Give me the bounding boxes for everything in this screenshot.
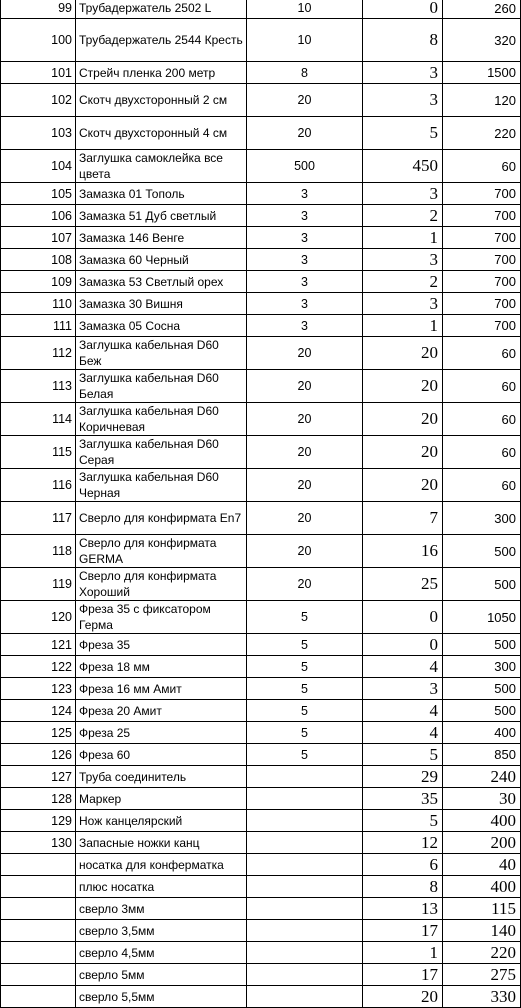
stock-cell[interactable]: 29 [363, 766, 443, 788]
table-row [1, 656, 521, 678]
price-cell[interactable]: 700 [443, 249, 521, 271]
table-row [1, 0, 521, 19]
table-row [1, 469, 521, 502]
stock-cell[interactable]: 1 [363, 227, 443, 249]
stock-cell[interactable]: 4 [363, 656, 443, 678]
qty-cell[interactable]: 20 [247, 337, 363, 370]
stock-cell[interactable]: 4 [363, 722, 443, 744]
stock-cell[interactable]: 17 [363, 964, 443, 986]
price-cell[interactable]: 1500 [443, 62, 521, 84]
stock-cell[interactable]: 3 [363, 62, 443, 84]
price-cell[interactable]: 400 [443, 876, 521, 898]
row-number[interactable]: 104 [1, 150, 76, 183]
price-cell[interactable]: 700 [443, 293, 521, 315]
table-row [1, 315, 521, 337]
row-number[interactable]: 102 [1, 84, 76, 117]
stock-cell[interactable]: 16 [363, 535, 443, 568]
item-name[interactable]: Сверло для конфирмата GERMA [76, 535, 247, 568]
price-cell[interactable]: 400 [443, 722, 521, 744]
stock-cell[interactable]: 7 [363, 502, 443, 535]
row-number[interactable]: 103 [1, 117, 76, 150]
qty-cell[interactable] [247, 964, 363, 986]
price-cell[interactable]: 500 [443, 535, 521, 568]
qty-cell[interactable]: 3 [247, 315, 363, 337]
table-row [1, 293, 521, 315]
price-cell[interactable]: 700 [443, 227, 521, 249]
table-row [1, 227, 521, 249]
item-name[interactable]: Труба соединитель [76, 766, 247, 788]
price-cell[interactable]: 120 [443, 84, 521, 117]
price-cell[interactable]: 60 [443, 150, 521, 183]
stock-cell[interactable]: 20 [363, 370, 443, 403]
qty-cell[interactable]: 5 [247, 634, 363, 656]
qty-cell[interactable]: 5 [247, 656, 363, 678]
table-row [1, 854, 521, 876]
item-name[interactable]: Трубадержатель 2502 L [76, 0, 247, 19]
table-row [1, 744, 521, 766]
item-name[interactable]: Сверло для конфирмата En7 [76, 502, 247, 535]
row-number[interactable]: 126 [1, 744, 76, 766]
item-name[interactable]: Заглушка кабельная D60 Черная [76, 469, 247, 502]
item-name[interactable]: Заглушка кабельная D60 Беж [76, 337, 247, 370]
row-number[interactable] [1, 876, 76, 898]
qty-cell[interactable]: 5 [247, 744, 363, 766]
row-number[interactable]: 124 [1, 700, 76, 722]
row-number[interactable]: 127 [1, 766, 76, 788]
table-row [1, 84, 521, 117]
price-cell[interactable]: 300 [443, 502, 521, 535]
stock-cell[interactable]: 3 [363, 678, 443, 700]
price-cell[interactable]: 330 [443, 986, 521, 1008]
qty-cell[interactable]: 5 [247, 700, 363, 722]
qty-cell[interactable] [247, 766, 363, 788]
price-cell[interactable]: 220 [443, 942, 521, 964]
row-number[interactable] [1, 854, 76, 876]
table-row [1, 766, 521, 788]
item-name[interactable]: носатка для конферматка [76, 854, 247, 876]
row-number[interactable] [1, 986, 76, 1008]
price-cell[interactable]: 850 [443, 744, 521, 766]
item-name[interactable]: Заглушка кабельная D60 Серая [76, 436, 247, 469]
stock-cell[interactable]: 20 [363, 403, 443, 436]
item-name[interactable]: Замазка 146 Венге [76, 227, 247, 249]
price-cell[interactable]: 240 [443, 766, 521, 788]
price-cell[interactable]: 200 [443, 832, 521, 854]
stock-cell[interactable]: 5 [363, 810, 443, 832]
row-number[interactable]: 114 [1, 403, 76, 436]
row-number[interactable]: 113 [1, 370, 76, 403]
qty-cell[interactable]: 20 [247, 535, 363, 568]
table-row [1, 601, 521, 634]
qty-cell[interactable] [247, 920, 363, 942]
stock-cell[interactable]: 17 [363, 920, 443, 942]
stock-cell[interactable]: 450 [363, 150, 443, 183]
item-name[interactable]: Фреза 16 мм Амит [76, 678, 247, 700]
price-cell[interactable]: 60 [443, 469, 521, 502]
price-cell[interactable]: 40 [443, 854, 521, 876]
item-name[interactable]: Фреза 35 с фиксатором Герма [76, 601, 247, 634]
price-cell[interactable]: 60 [443, 370, 521, 403]
item-name[interactable]: Фреза 25 [76, 722, 247, 744]
stock-cell[interactable]: 1 [363, 315, 443, 337]
qty-cell[interactable] [247, 898, 363, 920]
row-number[interactable]: 106 [1, 205, 76, 227]
stock-cell[interactable]: 3 [363, 183, 443, 205]
qty-cell[interactable]: 20 [247, 436, 363, 469]
table-row [1, 502, 521, 535]
price-cell[interactable]: 500 [443, 700, 521, 722]
qty-cell[interactable]: 10 [247, 19, 363, 62]
price-cell[interactable]: 300 [443, 656, 521, 678]
qty-cell[interactable]: 8 [247, 62, 363, 84]
item-name[interactable]: Заглушка кабельная D60 Белая [76, 370, 247, 403]
stock-cell[interactable]: 6 [363, 854, 443, 876]
table-row [1, 920, 521, 942]
table-row [1, 898, 521, 920]
qty-cell[interactable]: 3 [247, 183, 363, 205]
item-name[interactable]: Скотч двухсторонный 2 см [76, 84, 247, 117]
price-cell[interactable]: 220 [443, 117, 521, 150]
price-cell[interactable]: 320 [443, 19, 521, 62]
table-row [1, 249, 521, 271]
item-name[interactable]: Нож канцелярский [76, 810, 247, 832]
qty-cell[interactable] [247, 854, 363, 876]
qty-cell[interactable] [247, 832, 363, 854]
qty-cell[interactable] [247, 788, 363, 810]
item-name[interactable]: Фреза 35 [76, 634, 247, 656]
qty-cell[interactable]: 20 [247, 469, 363, 502]
item-name[interactable]: Трубадержатель 2544 Кресть [76, 19, 247, 62]
row-number[interactable]: 123 [1, 678, 76, 700]
stock-cell[interactable]: 20 [363, 337, 443, 370]
price-cell[interactable]: 30 [443, 788, 521, 810]
table-row [1, 271, 521, 293]
table-row [1, 62, 521, 84]
item-name[interactable]: Замазка 53 Светлый орех [76, 271, 247, 293]
stock-cell[interactable]: 1 [363, 942, 443, 964]
price-cell[interactable]: 140 [443, 920, 521, 942]
qty-cell[interactable]: 3 [247, 271, 363, 293]
row-number[interactable]: 117 [1, 502, 76, 535]
stock-cell[interactable]: 4 [363, 700, 443, 722]
qty-cell[interactable]: 10 [247, 0, 363, 19]
qty-cell[interactable] [247, 876, 363, 898]
stock-cell[interactable]: 3 [363, 293, 443, 315]
price-cell[interactable]: 60 [443, 436, 521, 469]
row-number[interactable] [1, 964, 76, 986]
table-row [1, 678, 521, 700]
stock-cell[interactable]: 35 [363, 788, 443, 810]
qty-cell[interactable]: 5 [247, 678, 363, 700]
price-cell[interactable]: 700 [443, 205, 521, 227]
qty-cell[interactable]: 3 [247, 227, 363, 249]
row-number[interactable]: 122 [1, 656, 76, 678]
price-cell[interactable]: 115 [443, 898, 521, 920]
row-number[interactable]: 121 [1, 634, 76, 656]
item-name[interactable]: Стрейч пленка 200 метр [76, 62, 247, 84]
qty-cell[interactable]: 500 [247, 150, 363, 183]
stock-cell[interactable]: 3 [363, 249, 443, 271]
price-cell[interactable]: 700 [443, 315, 521, 337]
item-name[interactable]: Замазка 30 Вишня [76, 293, 247, 315]
qty-cell[interactable]: 20 [247, 117, 363, 150]
stock-cell[interactable]: 0 [363, 601, 443, 634]
table-row [1, 964, 521, 986]
row-number[interactable]: 109 [1, 271, 76, 293]
table-row [1, 568, 521, 601]
table-row [1, 403, 521, 436]
stock-cell[interactable]: 5 [363, 117, 443, 150]
row-number[interactable]: 111 [1, 315, 76, 337]
row-number[interactable]: 125 [1, 722, 76, 744]
price-cell[interactable]: 500 [443, 678, 521, 700]
item-name[interactable]: Заглушка самоклейка все цвета [76, 150, 247, 183]
stock-cell[interactable]: 20 [363, 469, 443, 502]
qty-cell[interactable]: 20 [247, 502, 363, 535]
item-name[interactable]: Фреза 18 мм [76, 656, 247, 678]
stock-cell[interactable]: 8 [363, 876, 443, 898]
price-cell[interactable]: 1050 [443, 601, 521, 634]
qty-cell[interactable]: 20 [247, 84, 363, 117]
item-name[interactable]: сверло 4,5мм [76, 942, 247, 964]
row-number[interactable] [1, 898, 76, 920]
qty-cell[interactable]: 3 [247, 293, 363, 315]
row-number[interactable]: 130 [1, 832, 76, 854]
qty-cell[interactable]: 20 [247, 370, 363, 403]
row-number[interactable]: 110 [1, 293, 76, 315]
price-cell[interactable]: 400 [443, 810, 521, 832]
item-name[interactable]: Запасные ножки канц [76, 832, 247, 854]
table-row [1, 876, 521, 898]
row-number[interactable]: 99 [1, 0, 76, 19]
stock-cell[interactable]: 2 [363, 271, 443, 293]
row-number[interactable]: 108 [1, 249, 76, 271]
stock-cell[interactable]: 2 [363, 205, 443, 227]
row-number[interactable]: 128 [1, 788, 76, 810]
table-row [1, 722, 521, 744]
price-cell[interactable]: 275 [443, 964, 521, 986]
stock-cell[interactable]: 20 [363, 986, 443, 1008]
table-row [1, 535, 521, 568]
table-row [1, 986, 521, 1008]
table-row [1, 942, 521, 964]
table-row [1, 337, 521, 370]
table-row [1, 436, 521, 469]
table-row [1, 117, 521, 150]
row-number[interactable]: 119 [1, 568, 76, 601]
qty-cell[interactable] [247, 810, 363, 832]
stock-cell[interactable]: 8 [363, 19, 443, 62]
table-row [1, 370, 521, 403]
item-name[interactable]: сверло 5мм [76, 964, 247, 986]
item-name[interactable]: Заглушка кабельная D60 Коричневая [76, 403, 247, 436]
row-number[interactable]: 118 [1, 535, 76, 568]
row-number[interactable]: 100 [1, 19, 76, 62]
item-name[interactable]: Замазка 01 Тополь [76, 183, 247, 205]
row-number[interactable] [1, 920, 76, 942]
row-number[interactable]: 115 [1, 436, 76, 469]
item-name[interactable]: Замазка 51 Дуб светлый [76, 205, 247, 227]
row-number[interactable]: 112 [1, 337, 76, 370]
price-cell[interactable]: 260 [443, 0, 521, 19]
row-number[interactable] [1, 942, 76, 964]
table-row [1, 832, 521, 854]
item-name[interactable]: Маркер [76, 788, 247, 810]
stock-cell[interactable]: 25 [363, 568, 443, 601]
stock-cell[interactable]: 3 [363, 84, 443, 117]
qty-cell[interactable]: 20 [247, 568, 363, 601]
table-row [1, 19, 521, 62]
stock-cell[interactable]: 0 [363, 0, 443, 19]
qty-cell[interactable]: 3 [247, 249, 363, 271]
table-row [1, 810, 521, 832]
table-row [1, 700, 521, 722]
row-number[interactable]: 101 [1, 62, 76, 84]
qty-cell[interactable]: 20 [247, 403, 363, 436]
item-name[interactable]: Фреза 20 Амит [76, 700, 247, 722]
price-cell[interactable]: 60 [443, 337, 521, 370]
item-name[interactable]: Сверло для конфирмата Хороший [76, 568, 247, 601]
price-cell[interactable]: 700 [443, 183, 521, 205]
table-row [1, 183, 521, 205]
item-name[interactable]: сверло 3,5мм [76, 920, 247, 942]
qty-cell[interactable]: 5 [247, 722, 363, 744]
item-name[interactable]: Фреза 60 [76, 744, 247, 766]
item-name[interactable]: Замазка 60 Черный [76, 249, 247, 271]
price-cell[interactable]: 500 [443, 634, 521, 656]
price-cell[interactable]: 700 [443, 271, 521, 293]
price-cell[interactable]: 500 [443, 568, 521, 601]
row-number[interactable]: 116 [1, 469, 76, 502]
row-number[interactable]: 105 [1, 183, 76, 205]
item-name[interactable]: Замазка 05 Сосна [76, 315, 247, 337]
item-name[interactable]: сверло 5,5мм [76, 986, 247, 1008]
qty-cell[interactable]: 5 [247, 601, 363, 634]
table-row [1, 150, 521, 183]
row-number[interactable]: 107 [1, 227, 76, 249]
row-number[interactable]: 120 [1, 601, 76, 634]
row-number[interactable]: 129 [1, 810, 76, 832]
item-name[interactable]: плюс носатка [76, 876, 247, 898]
qty-cell[interactable] [247, 942, 363, 964]
table-row [1, 205, 521, 227]
item-name[interactable]: Скотч двухсторонный 4 см [76, 117, 247, 150]
stock-cell[interactable]: 12 [363, 832, 443, 854]
qty-cell[interactable] [247, 986, 363, 1008]
stock-cell[interactable]: 13 [363, 898, 443, 920]
table-row [1, 634, 521, 656]
stock-cell[interactable]: 0 [363, 634, 443, 656]
stock-cell[interactable]: 5 [363, 744, 443, 766]
item-name[interactable]: сверло 3мм [76, 898, 247, 920]
price-cell[interactable]: 60 [443, 403, 521, 436]
table-row [1, 788, 521, 810]
qty-cell[interactable]: 3 [247, 205, 363, 227]
stock-cell[interactable]: 20 [363, 436, 443, 469]
